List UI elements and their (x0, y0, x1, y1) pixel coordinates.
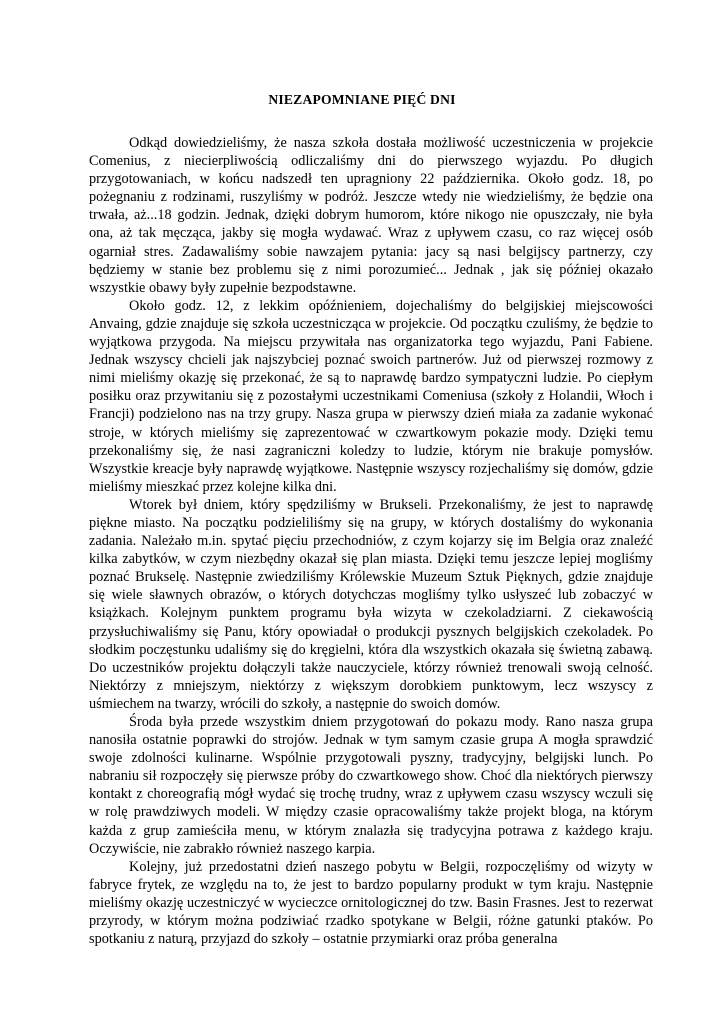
paragraph-wednesday: Środa była przede wszystkim dniem przygotowań do pokazu mody. Rano nasza grupa nanosiła ostatnie poprawki do strojów. Jednak w tym samym czasie grupa A mogła sprawdzić swoje zdolności kulinarne. Wspólnie przygotowali pyszny, tradycyjny, belgijski lunch. Po nabraniu sił rozpoczęły się pierwsze próby do czwartkowego show. Choć dla niektórych pierwszy kontakt z choreografią mógł wydać się trochę trudny, wraz z upływem czasu wszyscy wczuli się w rolę prawdziwych modeli. W między czasie opracowaliśmy także projekt bloga, na którym każda z grup zamieściła menu, w którym znalazła się tradycyjna potrawa z każdego kraju. Oczywiście, nie zabrakło również naszego karpia. (89, 714, 653, 857)
paragraph-brussels: Wtorek był dniem, który spędziliśmy w Brukseli. Przekonaliśmy, że jest to naprawdę piękne miasto. Na początku podzieliliśmy się na grupy, w których dostaliśmy do wykonania zadania. Należało m.in. spytać pięciu przechodniów, z czym kojarzy się im Belgia oraz znaleźć kilka zabytków, w czym niezbędny okazał się plan miasta. Dzięki temu jeszcze lepiej mogliśmy poznać Brukselę. Następnie zwiedziliśmy Królewskie Muzeum Sztuk Pięknych, gdzie znajduje się wiele sławnych obrazów, o których dotychczas mogliśmy tylko usłyszeć lub zobaczyć w książkach. Kolejnym punktem programu była wizyta w czekoladziarni. Z ciekawością przysłuchiwaliśmy się Panu, który opowiadał o produkcji pysznych belgijskich czekoladek. Po słodkim poczęstunku udaliśmy się do kręgielni, która dla wszystkich okazała się świetną zabawą. Do uczestników projektu dołączyli także nauczyciele, którzy również trenowali swoją celność. Niektórzy z mniejszym, niektórzy z większym dorobkiem punktowym, lecz wszyscy z uśmiechem na twarzy, wrócili do szkoły, a następnie do swoich domów. (89, 496, 653, 712)
paragraph-anvaing: Około godz. 12, z lekkim opóźnieniem, dojechaliśmy do belgijskiej miejscowości Anvaing, gdzie znajduje się szkoła uczestnicząca w projekcie. Od początku czuliśmy, że będzie to wyjątkowa przygoda. Na miejscu przywitała nas organizatorka tego wyjazdu, Pani Fabiene. Jednak wszyscy chcieli jak najszybciej poznać swoich partnerów. Już od pierwszej rozmowy z nimi mieliśmy okazję się przekonać, że są to naprawdę bardzo sympatyczni ludzie. Po ciepłym posiłku oraz przywitaniu się z pozostałymi uczestnikami Comeniusa (szkoły z Holandii, Włoch i Francji) podzielono nas na trzy grupy. Nasza grupa w pierwszy dzień miała za zadanie wykonać stroje, w których mieliśmy się zaprezentować w czwartkowym pokazie mody. Dzięki temu przekonaliśmy się, że nasi zagraniczni koledzy to ludzie, którym nie brakuje pomysłów. Wszystkie kreacje były naprawdę wyjątkowe. Następnie wszyscy rozjechaliśmy się domów, gdzie mieliśmy mieszkać przez kolejne kilka dni. (89, 297, 653, 495)
paragraph-arrival-prep: Odkąd dowiedzieliśmy, że nasza szkoła dostała możliwość uczestniczenia w projekcie Comenius, z niecierpliwością odliczaliśmy dni do pierwszego wyjazdu. Po długich przygotowaniach, w końcu nadszedł ten upragniony 22 października. Około godz. 18, po pożegnaniu z rodzinami, ruszyliśmy w podróż. Jeszcze wtedy nie wiedzieliśmy, że będzie ona trwała, aż...18 godzin. Jednak, dzięki dobrym humorom, które nikogo nie opuszczały, nie była ona, aż tak męcząca, jakby się mogła wydawać. Wraz z upływem czasu, co raz więcej osób ogarniał stres. Zadawaliśmy sobie nawzajem pytania: jacy są nasi belgijscy partnerzy, czy będziemy w stanie bez problemu się z nimi porozumieć... Jednak , jak się później okazało wszystkie obawy były zupełnie bezpodstawne. (89, 135, 653, 296)
paragraph-thursday: Kolejny, już przedostatni dzień naszego pobytu w Belgii, rozpoczęliśmy od wizyty w fabryce frytek, ze względu na to, że jest to bardzo popularny produkt w tym kraju. Następnie mieliśmy okazję uczestniczyć w wycieczce ornitologicznej do tzw. Basin Frasnes. Jest to rezerwat przyrody, w którym można podziwiać rzadko spotykane w Belgii, różne gatunki ptaków. Po spotkaniu z naturą, przyjazd do szkoły – ostatnie przymiarki oraz próba generalna (89, 858, 653, 948)
page-title: NIEZAPOMNIANE PIĘĆ DNI (268, 92, 456, 107)
document-body (89, 134, 653, 948)
